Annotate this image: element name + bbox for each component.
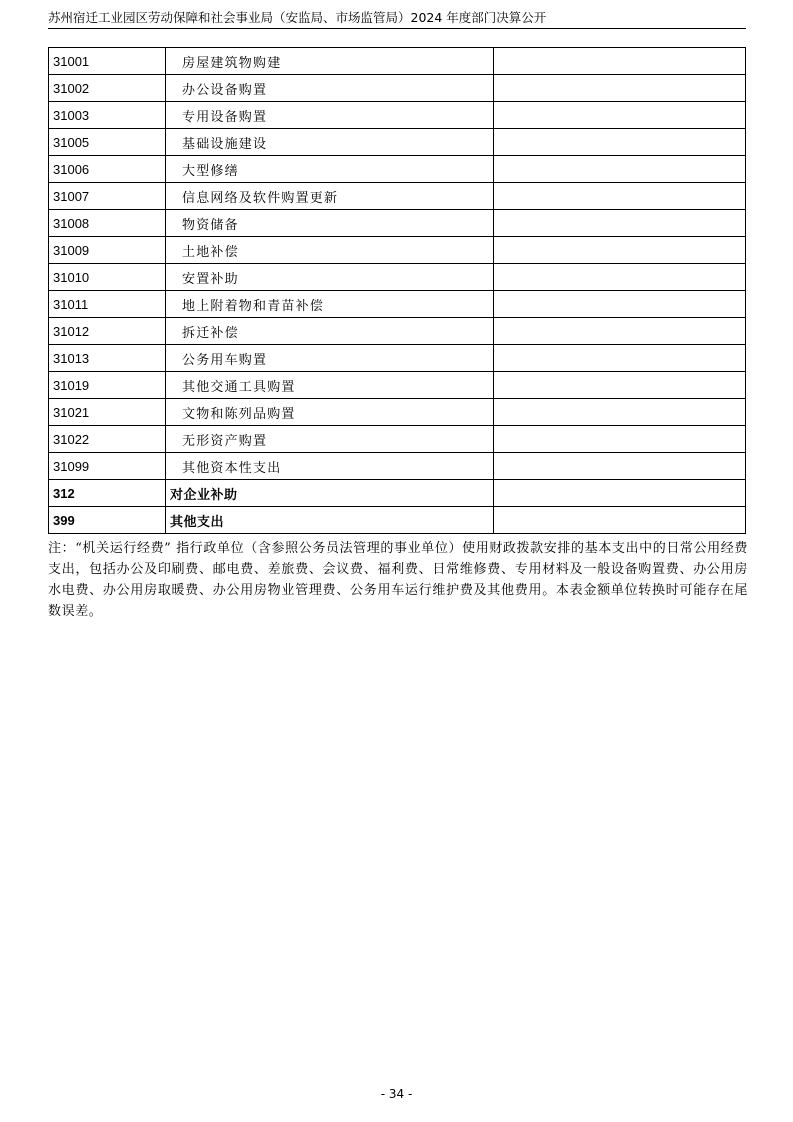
row-name: 物资储备 <box>182 217 239 233</box>
row-code: 399 <box>49 507 166 534</box>
row-name: 房屋建筑物购建 <box>182 55 282 71</box>
table-row <box>49 345 746 372</box>
row-name-cell <box>166 48 494 75</box>
table-row <box>49 48 746 75</box>
row-name: 办公设备购置 <box>182 82 268 98</box>
table-row <box>49 183 746 210</box>
row-name-cell <box>166 318 494 345</box>
row-amount <box>494 291 746 318</box>
row-name: 无形资产购置 <box>182 433 268 449</box>
row-name-cell <box>166 183 494 210</box>
row-code: 31010 <box>49 264 166 291</box>
table-row <box>49 426 746 453</box>
row-name-cell <box>166 75 494 102</box>
row-name: 文物和陈列品购置 <box>182 406 296 422</box>
row-name: 安置补助 <box>182 271 239 287</box>
row-name: 专用设备购置 <box>182 109 268 125</box>
row-amount <box>494 237 746 264</box>
row-amount <box>494 345 746 372</box>
row-code: 31019 <box>49 372 166 399</box>
row-name: 其他资本性支出 <box>182 460 282 476</box>
row-name-cell <box>166 453 494 480</box>
row-name: 拆迁补偿 <box>182 325 239 341</box>
row-amount <box>494 372 746 399</box>
row-name: 其他支出 <box>170 514 225 530</box>
row-code: 31022 <box>49 426 166 453</box>
row-amount <box>494 426 746 453</box>
row-name-cell <box>166 237 494 264</box>
row-code: 31002 <box>49 75 166 102</box>
row-name: 对企业补助 <box>170 487 238 503</box>
row-amount <box>494 318 746 345</box>
row-name: 其他交通工具购置 <box>182 379 296 395</box>
row-code: 31011 <box>49 291 166 318</box>
table-row <box>49 318 746 345</box>
table-row <box>49 156 746 183</box>
row-name: 大型修缮 <box>182 163 239 179</box>
row-code: 31099 <box>49 453 166 480</box>
row-name-cell <box>166 102 494 129</box>
table-row <box>49 264 746 291</box>
table-body <box>49 48 746 534</box>
row-name-cell <box>166 507 494 534</box>
row-name-cell <box>166 129 494 156</box>
row-code: 31008 <box>49 210 166 237</box>
row-name: 公务用车购置 <box>182 352 268 368</box>
row-name: 基础设施建设 <box>182 136 268 152</box>
row-name-cell <box>166 264 494 291</box>
table-row <box>49 210 746 237</box>
row-code: 312 <box>49 480 166 507</box>
table-note: 注：“机关运行经费” 指行政单位（含参照公务员法管理的事业单位）使用财政拨款安排的基本支出中的日常公用经费支出，包括办公及印刷费、邮电费、差旅费、会议费、福利费、日常维修费、专用材料及一般设备购置费、办公用房水电费、办公用房取暖费、办公用房物业管理费、公务用车运行维护费及其他费用。本表金额单位转换时可能存在尾数误差。 <box>48 541 748 619</box>
row-name-cell <box>166 345 494 372</box>
row-code: 31001 <box>49 48 166 75</box>
row-amount <box>494 399 746 426</box>
table-row <box>49 237 746 264</box>
row-amount <box>494 102 746 129</box>
row-amount <box>494 156 746 183</box>
row-code: 31012 <box>49 318 166 345</box>
row-amount <box>494 75 746 102</box>
row-amount <box>494 48 746 75</box>
table-row <box>49 372 746 399</box>
row-name: 信息网络及软件购置更新 <box>182 190 339 206</box>
row-name-cell <box>166 291 494 318</box>
page-header: 苏州宿迁工业园区劳动保障和社会事业局（安监局、市场监管局）2024 年度部门决算公开 <box>48 8 746 29</box>
table-row <box>49 75 746 102</box>
row-code: 31005 <box>49 129 166 156</box>
table-row <box>49 291 746 318</box>
row-code: 31007 <box>49 183 166 210</box>
table-row <box>49 102 746 129</box>
row-amount <box>494 453 746 480</box>
table-row <box>49 453 746 480</box>
row-name-cell <box>166 372 494 399</box>
row-name-cell <box>166 399 494 426</box>
row-name-cell <box>166 426 494 453</box>
row-amount <box>494 129 746 156</box>
expenditure-table <box>48 47 746 534</box>
page-number: - 34 - <box>380 1087 413 1101</box>
table-row <box>49 399 746 426</box>
row-amount <box>494 507 746 534</box>
row-name: 地上附着物和青苗补偿 <box>182 298 325 314</box>
row-name: 土地补偿 <box>182 244 239 260</box>
row-code: 31006 <box>49 156 166 183</box>
row-amount <box>494 264 746 291</box>
row-code: 31003 <box>49 102 166 129</box>
row-amount <box>494 183 746 210</box>
row-name-cell <box>166 156 494 183</box>
table-row <box>49 480 746 507</box>
row-code: 31013 <box>49 345 166 372</box>
row-name-cell <box>166 480 494 507</box>
row-name-cell <box>166 210 494 237</box>
row-code: 31009 <box>49 237 166 264</box>
row-code: 31021 <box>49 399 166 426</box>
table-row <box>49 507 746 534</box>
row-amount <box>494 480 746 507</box>
table-row <box>49 129 746 156</box>
row-amount <box>494 210 746 237</box>
